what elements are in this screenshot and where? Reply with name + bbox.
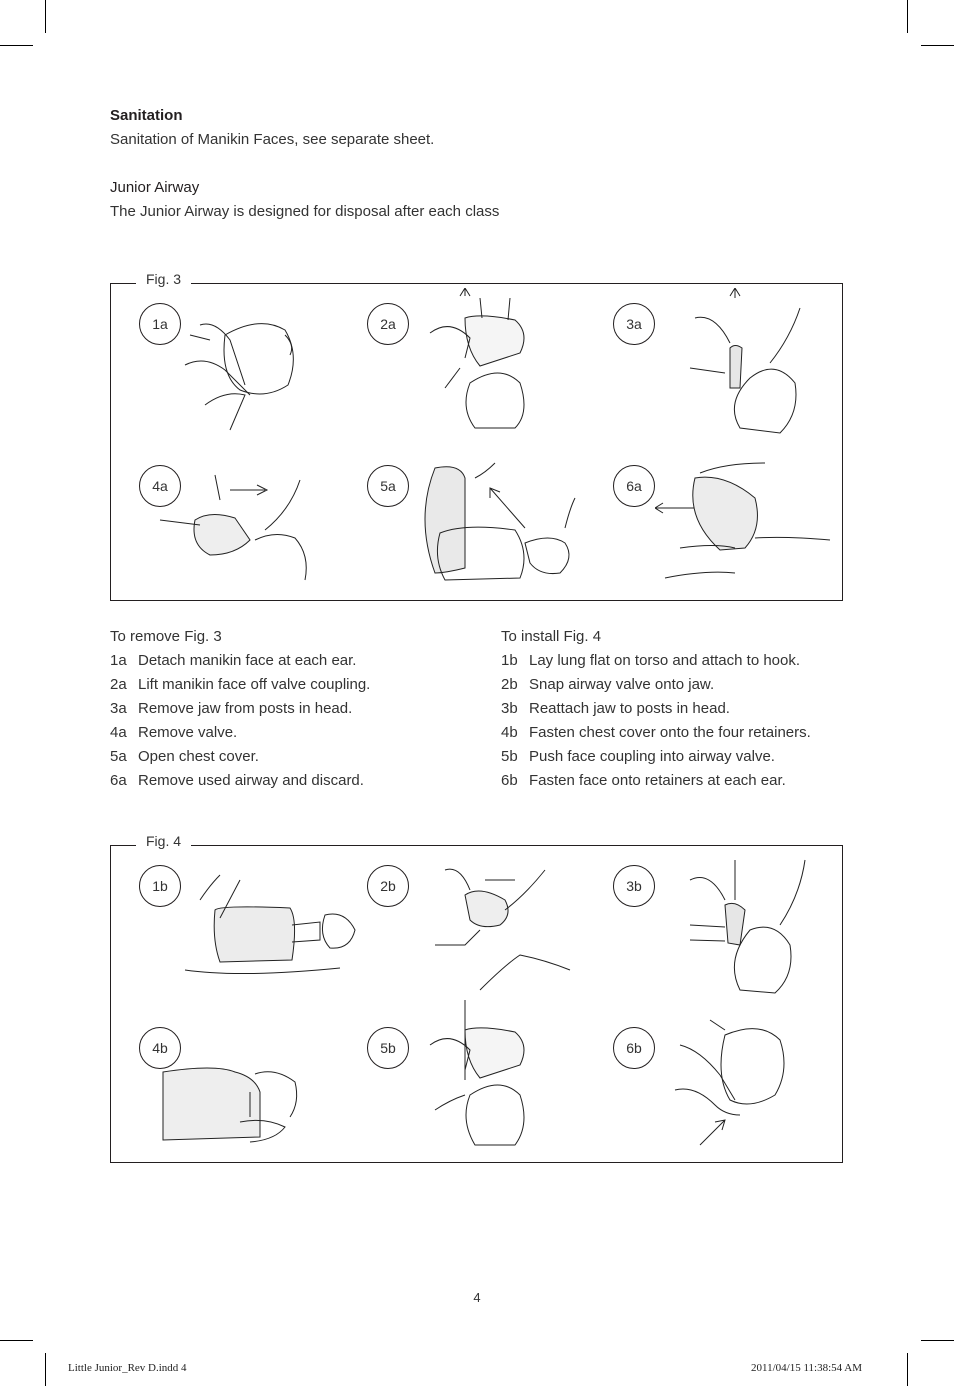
step-number: 1b: [501, 652, 518, 669]
step-number: 2a: [110, 676, 127, 693]
step-number: 4a: [110, 724, 127, 741]
install-step: [501, 745, 811, 769]
chest-open-illustration: [405, 458, 585, 588]
step-5b-circle: 5b: [367, 1027, 409, 1069]
remove-instructions: [110, 625, 370, 793]
face-detach-illustration: [170, 295, 320, 435]
step-3b-circle: 3b: [613, 865, 655, 907]
jaw-reattach-illustration: [680, 855, 810, 995]
install-title: To install Fig. 4: [501, 628, 602, 645]
crop-mark: [907, 1353, 908, 1386]
valve-remove-illustration: [155, 460, 325, 585]
face-lift-illustration: [420, 288, 570, 436]
step-number: 4b: [501, 724, 518, 741]
step-5a-circle: 5a: [367, 465, 409, 507]
step-text: Remove used airway and discard.: [138, 772, 364, 789]
install-step: [501, 721, 811, 745]
step-text: Remove jaw from posts in head.: [138, 700, 353, 717]
step-number: 5b: [501, 748, 518, 765]
step-number: 6a: [110, 772, 127, 789]
install-step: [501, 649, 811, 673]
step-number: 6b: [501, 772, 518, 789]
fig4-label: Fig. 4: [136, 833, 191, 849]
remove-step: [110, 697, 370, 721]
step-text: Fasten face onto retainers at each ear.: [529, 772, 786, 789]
step-2b-circle: 2b: [367, 865, 409, 907]
sanitation-title: Sanitation: [110, 107, 183, 124]
step-text: Fasten chest cover onto the four retainers.: [529, 724, 811, 741]
step-text: Lift manikin face off valve coupling.: [138, 676, 371, 693]
airway-discard-illustration: [655, 458, 835, 586]
step-2a-circle: 2a: [367, 303, 409, 345]
lung-attach-illustration: [180, 860, 360, 980]
footer-timestamp: 2011/04/15 11:38:54 AM: [751, 1362, 863, 1374]
step-number: 2b: [501, 676, 518, 693]
step-6b-circle: 6b: [613, 1027, 655, 1069]
face-fasten-illustration: [670, 1015, 810, 1150]
step-number: 1a: [110, 652, 127, 669]
step-text: Lay lung flat on torso and attach to hook.: [529, 652, 801, 669]
footer-filename: Little Junior_Rev D.indd 4: [68, 1362, 187, 1374]
junior-airway-text: The Junior Airway is designed for disposal after each class: [110, 203, 500, 220]
remove-step: [110, 769, 370, 793]
install-step: [501, 769, 811, 793]
step-1a-circle: 1a: [139, 303, 181, 345]
step-1b-circle: 1b: [139, 865, 181, 907]
crop-mark: [921, 45, 954, 46]
step-text: Reattach jaw to posts in head.: [529, 700, 730, 717]
step-4a-circle: 4a: [139, 465, 181, 507]
step-number: 3b: [501, 700, 518, 717]
sanitation-text: Sanitation of Manikin Faces, see separate sheet.: [110, 131, 435, 148]
crop-mark: [921, 1340, 954, 1341]
crop-mark: [0, 45, 33, 46]
step-4b-circle: 4b: [139, 1027, 181, 1069]
fig3-label: Fig. 3: [136, 271, 191, 287]
step-number: 5a: [110, 748, 127, 765]
step-text: Snap airway valve onto jaw.: [529, 676, 715, 693]
step-text: Detach manikin face at each ear.: [138, 652, 357, 669]
step-6a-circle: 6a: [613, 465, 655, 507]
face-coupling-illustration: [420, 1000, 570, 1150]
install-step: [501, 673, 811, 697]
remove-step: [110, 745, 370, 769]
step-text: Remove valve.: [138, 724, 238, 741]
crop-mark: [907, 0, 908, 33]
remove-step: [110, 673, 370, 697]
step-3a-circle: 3a: [613, 303, 655, 345]
remove-title: To remove Fig. 3: [110, 628, 222, 645]
page-number: 4: [473, 1290, 481, 1305]
junior-airway-title: Junior Airway: [110, 179, 200, 196]
crop-mark: [0, 1340, 33, 1341]
step-number: 3a: [110, 700, 127, 717]
install-instructions: [501, 625, 811, 793]
remove-step: [110, 649, 370, 673]
crop-mark: [45, 1353, 46, 1386]
chest-fasten-illustration: [155, 1062, 305, 1147]
valve-snap-illustration: [425, 855, 575, 995]
step-text: Open chest cover.: [138, 748, 259, 765]
step-text: Push face coupling into airway valve.: [529, 748, 775, 765]
remove-step: [110, 721, 370, 745]
crop-mark: [45, 0, 46, 33]
jaw-remove-illustration: [680, 288, 810, 436]
install-step: [501, 697, 811, 721]
